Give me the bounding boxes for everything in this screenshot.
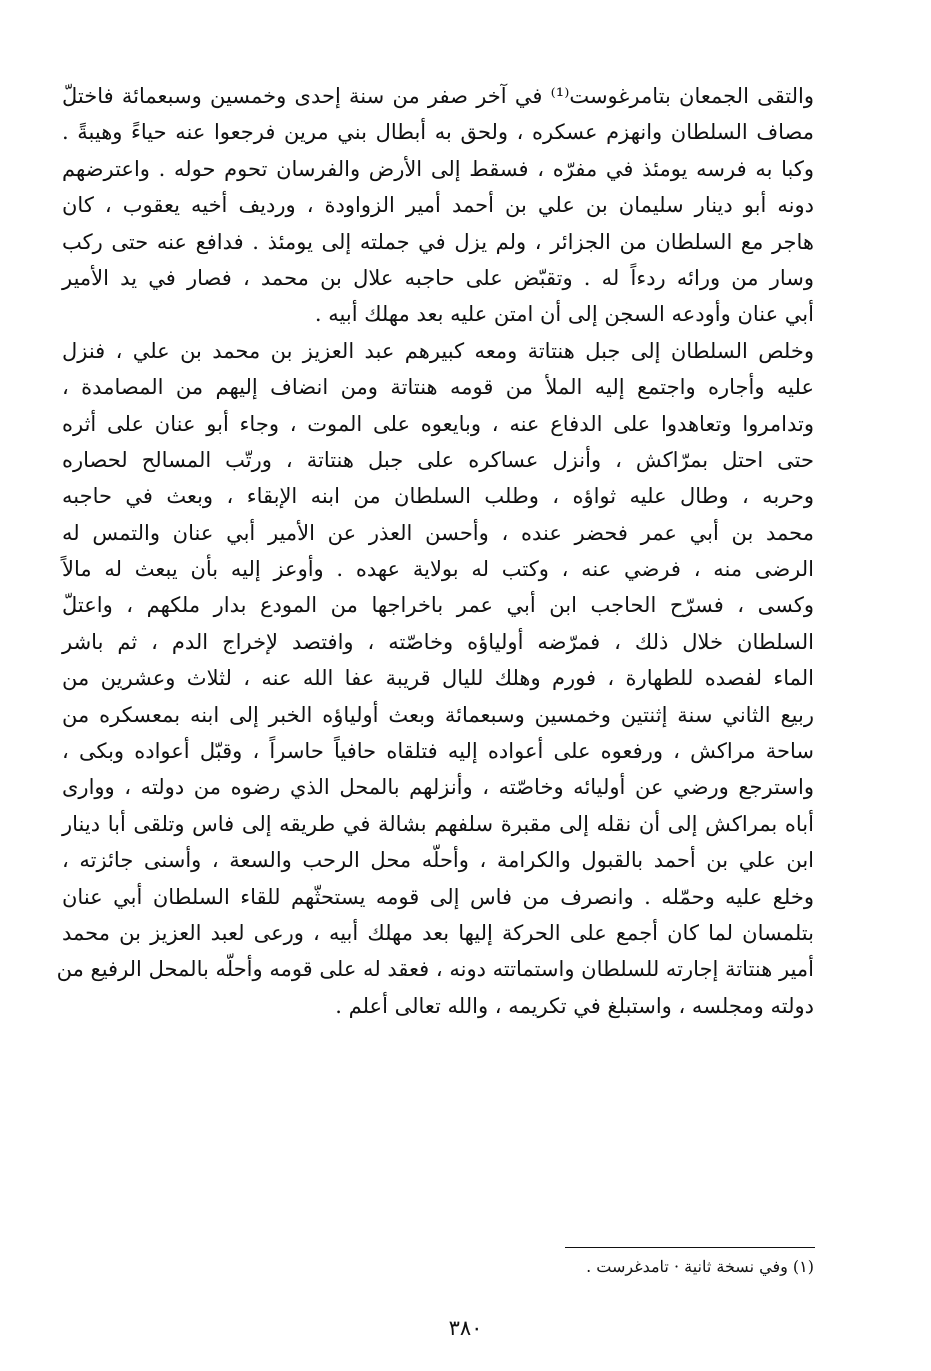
text-line: أبي عنان وأودعه السجن إلى أن امتن عليه بعد مهلك أبيه .: [314, 302, 814, 327]
text-line: وكسى ، فسرّح الحاجب ابن أبي عمر باخراجها من المودع بدار ملكهم ، واعتلّ: [62, 593, 814, 618]
text-line: حتى احتل بمرّاكش ، وأنزل عساكره على جبل هنتاتة ، ورتّب المسالح لحصاره: [62, 447, 814, 472]
text-line: والتقى الجمعان بتامرغوست⁽¹⁾ في آخر صفر من سنة إحدى وخمسين وسبعمائة فاختلّ: [62, 84, 814, 108]
text-line: الماء لفصده للطهارة ، فورم وهلك لليال قريبة عفا الله عنه ، لثلاث وعشرين من: [62, 666, 814, 691]
text-line: ابن علي بن أحمد بالقبول والكرامة ، وأحلّه محل الرحب والسعة ، وأسنى جائزته ،: [62, 848, 814, 873]
text-line: الرضى منه ، فرضي عنه ، وكتب له بولاية عهده . وأوعز إليه بأن يبعث له مالاً: [62, 557, 814, 582]
page-number: ٣٨٠: [448, 1316, 483, 1340]
text-line: واسترجع ورضي عن أوليائه وخاصّته ، وأنزلهم بالمحل الذي رضوه من دولته ، ووارى: [62, 775, 814, 800]
footnote-divider: [565, 1247, 815, 1248]
text-line: وتدامروا وتعاهدوا على الدفاع عنه ، وبايعوه على الموت ، وجاء أبو عنان على أثره: [62, 411, 815, 436]
text-line: عليه وأجاره واجتمع إليه الملأ من قومه هنتاتة ومن انضاف إليهم من المصامدة ،: [62, 375, 814, 400]
text-line: ربيع الثاني سنة إثنتين وخمسين وسبعمائة وبعث أولياؤه الخبر إلى ابنه بمعسكره من: [62, 702, 814, 727]
text-line: وخلع عليه وحمّله . وانصرف من فاس إلى قومه يستحثّهم للقاء السلطان أبي عنان: [62, 884, 814, 909]
text-line: وحربه ، وطال عليه ثواؤه ، وطلب السلطان من ابنه الإبقاء ، وبعث في حاجبه: [62, 484, 814, 509]
text-line: دونه أبو دينار سليمان بن علي بن أحمد أمير الزواودة ، ورديف أخيه يعقوب ، كان: [62, 193, 814, 218]
text-line: وكبا به فرسه يومئذ في مفرّه ، فسقط إلى الأرض والفرسان تحوم حوله . واعترضهم: [62, 156, 814, 181]
text-line: وسار من ورائه ردءاً له . وتقبّض على حاجبه علال بن محمد ، فصار في يد الأمير: [62, 265, 814, 290]
text-line: السلطان خلال ذلك ، فمرّضه أولياؤه وخاصّته ، وافتصد لإخراج الدم ، ثم باشر: [62, 629, 814, 654]
text-line: هاجر مع السلطان من الجزائر ، ولم يزل في جملته إلى يومئذ . فدافع عنه حتى ركب: [62, 229, 814, 254]
text-line: ساحة مراكش ، ورفعوه على أعواده إليه فتلقاه حافياً حاسراً ، وقبّل أعواده وبكى ،: [62, 739, 814, 764]
text-line: دولته ومجلسه ، واستبلغ في تكريمه ، والله تعالى أعلم .: [335, 993, 814, 1018]
text-line: بتلمسان لما كان أجمع على الحركة إليها بعد مهلك أبيه ، ورعى لعبد العزيز بن محمد: [62, 920, 814, 945]
text-line: أمير هنتاتة إجارته للسلطان واستماتته دونه ، فعقد له على قومه وأحلّه بالمحل الرفيع من: [56, 957, 814, 982]
text-line: مصاف السلطان وانهزم عسكره ، ولحق به أبطال بني مرين فرجعوا عنه حياءً وهيبةً .: [62, 120, 814, 145]
text-line: أباه بمراكش إلى أن نقله إلى مقبرة سلفهم بشالة في طريقه إلى فاس وتلقى أبا دينار: [62, 811, 814, 836]
main-text-block: [56, 78, 815, 1024]
text-line: محمد بن أبي عمر فحضر عنده ، وأحسن العذر عن الأمير أبي عنان والتمس له: [62, 520, 814, 545]
footnote: (١) وفي نسخة ثانية · تامدغرست .: [586, 1257, 814, 1276]
text-line: وخلص السلطان إلى جبل هنتاتة ومعه كبيرهم عبد العزيز بن محمد بن علي ، فنزل: [62, 338, 814, 363]
